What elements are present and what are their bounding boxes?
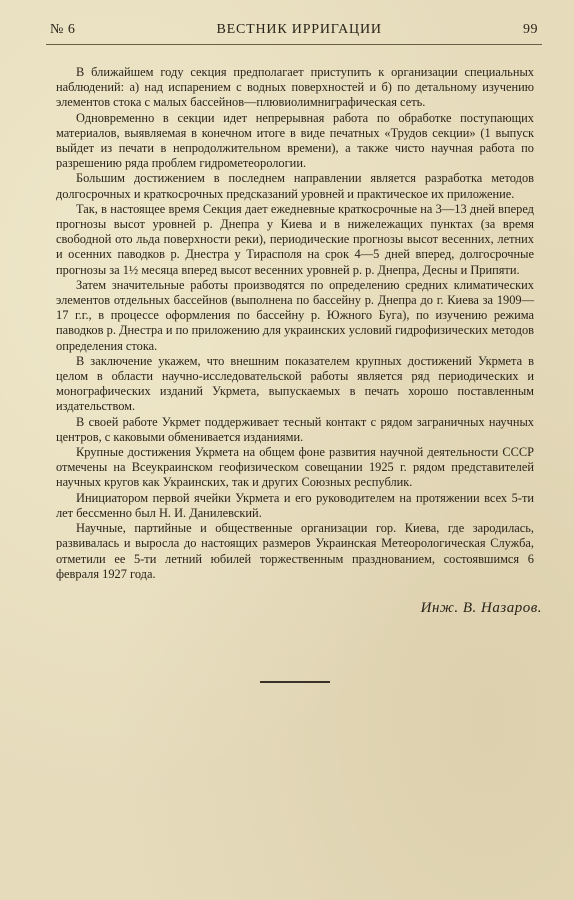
closing-divider (260, 681, 330, 683)
paragraph: В ближайшем году секция предполагает приступить к организации специальных наблюдений: а) над испарением с водных поверхностей и б) по детальному изучению элементов стока с малых бассейнов—плювиолимниграфическая сеть. (56, 65, 534, 110)
paragraph: Большим достижением в последнем направлении является разработка методов долгосрочных и краткосрочных предсказаний уровней и практическое их приложение. (56, 171, 534, 201)
paragraph: В заключение укажем, что внешним показателем крупных достижений Укрмета в целом в области научно-исследовательской работы является ряд периодических и монографических изданий Укрмета, выпускаемых в печать хорошо поставленным издательством. (56, 353, 534, 414)
author-signature: Инж. В. Назаров. (420, 599, 542, 616)
journal-title: ВЕСТНИК ИРРИГАЦИИ (216, 22, 382, 37)
issue-number: № 6 (50, 22, 76, 37)
page-number: 99 (522, 22, 538, 37)
paragraph: Крупные достижения Укрмета на общем фоне развития научной деятельности СССР отмечены на Всеукраинском геофизическом совещании 1925 г. рядом представителей научных кругов как Украинских, так и других Союзных республик. (56, 445, 534, 490)
paragraph: В своей работе Укрмет поддерживает тесный контакт с рядом заграничных научных центров, с каковыми обменивается изданиями. (56, 414, 534, 444)
paragraph: Затем значительные работы производятся по определению средних климатических элементов отдельных бассейнов (выполнена по бассейну р. Днепра до г. Киева за 1909—17 г.г., в процессе оформления по бассейну р. Южного Буга), по изучению режима паводков р. Днестра и по приложению для украинских условий гидрофизических методов определения стока. (56, 277, 534, 353)
running-header (46, 22, 542, 45)
paragraph: Инициатором первой ячейки Укрмета и его руководителем на протяжении всех 5-ти лет бессменно был Н. И. Данилевский. (56, 490, 534, 520)
paragraph: Одновременно в секции идет непрерывная работа по обработке поступающих материалов, выявляемая в конечном итоге в виде печатных «Трудов секции» (1 выпуск выйдет из печати в непродолжительном времени), а также чисто научная работа по разрешению ряда проблем гидрометеорологии. (56, 110, 534, 171)
paragraph: Так, в настоящее время Секция дает ежедневные краткосрочные на 3—13 дней вперед прогнозы высот уровней р. Днепра у Киева и в нижележащих пунктах (за время свободной ото льда поверхности реки), периодические прогнозы высот весенних, летних и осенних паводков р. Днестра у Тирасполя на срок 4—5 дней вперед, долгосрочные прогнозы за 1½ месяца вперед высот весенних уровней р. р. Днепра, Десны и Припяти. (56, 201, 534, 277)
article-body (56, 65, 534, 582)
paragraph: Научные, партийные и общественные организации гор. Киева, где зародилась, развивалась и выросла до настоящих размеров Украинская Метеорологическая Служба, отметили ее 5-ти летний юбилей торжественным празднованием, состоявшимся 6 февраля 1927 года. (56, 521, 534, 581)
